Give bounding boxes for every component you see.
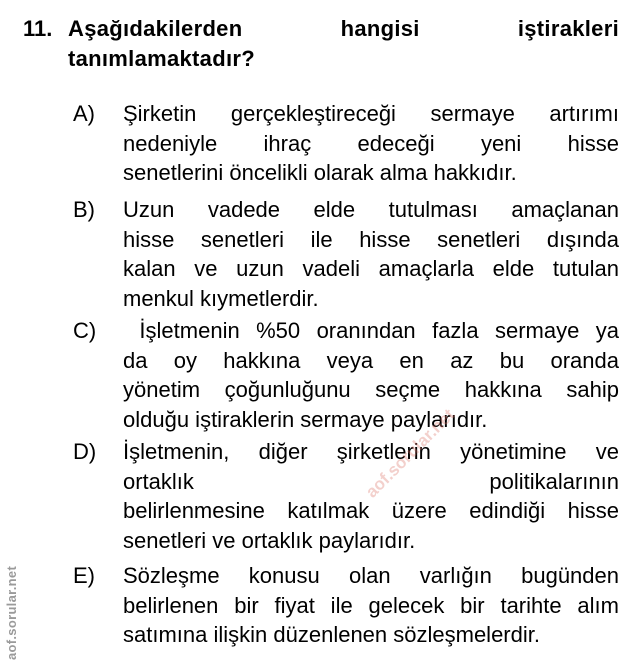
- option-text: [123, 99, 619, 188]
- option-line: satımına ilişkin düzenlenen sözleşmelerdir.: [123, 622, 540, 647]
- option-text: [123, 316, 619, 434]
- option-line: Şirketin gerçekleştireceği sermaye artırımı: [123, 101, 619, 126]
- question-line: tanımlamaktadır?: [68, 45, 255, 71]
- question-line: Aşağıdakilerden hangisi iştirakleri: [68, 16, 619, 41]
- option-line: İşletmenin, diğer şirketlerin yönetimine ve: [123, 439, 619, 464]
- option-line: Sözleşme konusu olan varlığın bugünden: [123, 563, 619, 588]
- option-text: [123, 561, 619, 650]
- option-label: C): [73, 318, 97, 343]
- option-line: da oy hakkına veya en az bu oranda: [123, 347, 619, 373]
- option-line: menkul kıymetlerdir.: [123, 285, 319, 311]
- option-label: D): [73, 439, 97, 464]
- option-line: kalan ve uzun vadeli amaçlarla elde tutulan: [123, 256, 619, 281]
- option-line: belirlenen bir fiyat ile gelecek bir tarihte alım: [123, 592, 619, 618]
- option-text: [123, 195, 619, 313]
- option-line: senetlerini öncelikli olarak alma hakkıdır.: [123, 160, 517, 185]
- question-text: [68, 14, 619, 73]
- diagonal-watermark: aof.sorular.net: [362, 405, 459, 502]
- option-line: ortaklık politikalarının: [123, 468, 619, 494]
- option-label: A): [73, 101, 95, 126]
- option-line: İşletmenin %50 oranından fazla sermaye ya: [123, 318, 619, 343]
- side-watermark: aof.sorular.net: [4, 565, 19, 660]
- option-line: Uzun vadede elde tutulması amaçlanan: [123, 197, 619, 222]
- option-label: E): [73, 563, 95, 588]
- option-line: hisse senetleri ile hisse senetleri dışında: [123, 226, 619, 252]
- option-line: olduğu iştiraklerin sermaye paylarıdır.: [123, 406, 488, 432]
- option-line: senetleri ve ortaklık paylarıdır.: [123, 527, 416, 553]
- question-number: 11.: [23, 16, 53, 41]
- option-line: nedeniyle ihraç edeceği yeni hisse: [123, 130, 619, 156]
- option-line: belirlenmesine katılmak üzere edindiği hisse: [123, 498, 619, 523]
- option-line: yönetim çoğunluğunu seçme hakkına sahip: [123, 377, 619, 402]
- option-label: B): [73, 197, 95, 222]
